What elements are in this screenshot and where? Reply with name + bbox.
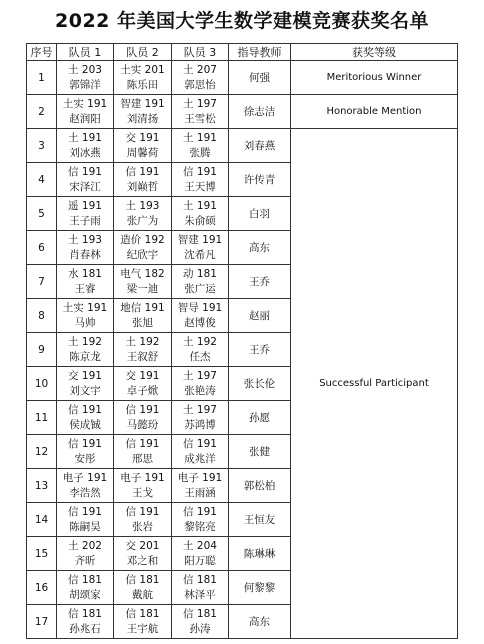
member-name: 王叙舒	[126, 350, 159, 363]
member-cell-1	[57, 299, 114, 333]
member-class: 信 191	[183, 165, 217, 178]
table-body	[27, 61, 458, 639]
member-cell-2	[114, 469, 172, 503]
member-cell-1	[57, 435, 114, 469]
table-row	[27, 129, 458, 163]
member-name: 张旭	[132, 316, 153, 329]
member-class: 土实 191	[62, 97, 108, 110]
member-cell-1	[57, 95, 114, 129]
member-name: 郭锦洋	[69, 78, 101, 91]
member-class: 水 181	[68, 267, 102, 280]
member-cell-1	[57, 61, 114, 95]
member-name: 刘冰燕	[69, 146, 101, 159]
member-name: 纪欣宇	[126, 248, 159, 261]
member-cell-3	[172, 605, 229, 639]
member-class: 土 204	[183, 539, 217, 552]
member-cell-3	[172, 95, 229, 129]
member-class: 土实 191	[62, 301, 108, 314]
member-name: 孙兆石	[69, 622, 101, 635]
header-cell-member1: 队员 1	[57, 44, 114, 61]
member-name: 张广为	[126, 214, 159, 227]
member-class: 土 197	[183, 403, 217, 416]
member-class: 交 191	[125, 131, 160, 144]
member-cell-2	[114, 299, 172, 333]
member-name: 王睿	[74, 282, 96, 295]
member-class: 电子 191	[120, 471, 165, 484]
member-class: 土 202	[68, 539, 102, 552]
member-class: 信 191	[125, 437, 160, 450]
row-number: 4	[27, 163, 57, 197]
award-table	[26, 43, 458, 639]
member-cell-2	[114, 401, 172, 435]
member-cell-1	[57, 401, 114, 435]
row-number: 9	[27, 333, 57, 367]
member-class: 智导 191	[177, 301, 223, 314]
member-name: 刘清扬	[126, 112, 159, 125]
row-number: 7	[27, 265, 57, 299]
row-number: 14	[27, 503, 57, 537]
member-cell-1	[57, 503, 114, 537]
member-cell-3	[172, 333, 229, 367]
advisor-cell: 何强	[229, 61, 291, 95]
member-class: 信 191	[183, 437, 217, 450]
member-class: 信 181	[125, 607, 160, 620]
row-number: 3	[27, 129, 57, 163]
member-cell-3	[172, 503, 229, 537]
header-cell-no: 序号	[27, 44, 57, 61]
member-name: 胡颂家	[69, 588, 101, 601]
member-name: 郭思怡	[184, 78, 216, 91]
member-name: 陈乐田	[126, 78, 159, 91]
member-cell-2	[114, 163, 172, 197]
member-class: 土 191	[68, 131, 102, 144]
member-class: 交 191	[68, 369, 102, 382]
member-class: 土 193	[125, 199, 160, 212]
member-name: 马懿玢	[126, 418, 159, 431]
member-cell-3	[172, 571, 229, 605]
member-class: 电子 191	[62, 471, 108, 484]
member-cell-1	[57, 537, 114, 571]
member-name: 安彤	[74, 452, 96, 465]
member-name: 刘文宇	[69, 384, 101, 397]
member-class: 信 191	[183, 505, 217, 518]
member-class: 信 191	[125, 505, 160, 518]
member-cell-1	[57, 265, 114, 299]
row-number: 16	[27, 571, 57, 605]
member-name: 宋泽江	[69, 180, 101, 193]
member-name: 张岩	[132, 520, 153, 533]
member-cell-2	[114, 503, 172, 537]
page-title: 2022 年美国大学生数学建模竞赛获奖名单	[55, 10, 429, 32]
member-name: 侯成铖	[69, 418, 101, 431]
member-name: 王雨涵	[184, 486, 216, 499]
member-name: 马帅	[74, 316, 96, 329]
member-cell-3	[172, 61, 229, 95]
member-cell-3	[172, 231, 229, 265]
member-class: 信 191	[68, 403, 102, 416]
member-name: 陈嗣昊	[69, 520, 101, 533]
row-number: 8	[27, 299, 57, 333]
member-cell-3	[172, 469, 229, 503]
member-name: 朱俞硕	[184, 214, 216, 227]
member-name: 肖春林	[69, 248, 101, 261]
row-number: 1	[27, 61, 57, 95]
advisor-cell: 赵丽	[229, 299, 291, 333]
header-cell-member2: 队员 2	[114, 44, 172, 61]
member-class: 土 203	[68, 63, 102, 76]
member-name: 张广运	[184, 282, 216, 295]
member-class: 土 193	[68, 233, 102, 246]
advisor-cell: 高东	[229, 605, 291, 639]
table-row	[27, 95, 458, 129]
member-name: 苏鸿博	[184, 418, 216, 431]
member-name: 张腾	[189, 146, 211, 159]
member-class: 智建 191	[120, 97, 165, 110]
member-class: 交 201	[125, 539, 160, 552]
member-name: 王宇航	[126, 622, 159, 635]
member-name: 赵博俊	[184, 316, 216, 329]
advisor-cell: 王乔	[229, 333, 291, 367]
member-name: 任杰	[189, 350, 211, 363]
row-number: 10	[27, 367, 57, 401]
member-cell-2	[114, 435, 172, 469]
member-cell-3	[172, 435, 229, 469]
advisor-cell: 徐志洁	[229, 95, 291, 129]
member-name: 王天博	[184, 180, 216, 193]
row-number: 5	[27, 197, 57, 231]
row-number: 17	[27, 605, 57, 639]
member-cell-3	[172, 129, 229, 163]
member-cell-2	[114, 367, 172, 401]
member-cell-3	[172, 197, 229, 231]
header-cell-award: 获奖等级	[291, 44, 458, 61]
member-name: 邓之和	[126, 554, 159, 567]
member-name: 周馨荷	[126, 146, 159, 159]
member-cell-2	[114, 571, 172, 605]
member-class: 土 192	[125, 335, 160, 348]
member-cell-2	[114, 265, 172, 299]
member-class: 智建 191	[177, 233, 223, 246]
advisor-cell: 张长伦	[229, 367, 291, 401]
advisor-cell: 刘春燕	[229, 129, 291, 163]
advisor-cell: 孙愿	[229, 401, 291, 435]
member-cell-2	[114, 61, 172, 95]
member-name: 林泽平	[184, 588, 216, 601]
advisor-cell: 何黎黎	[229, 571, 291, 605]
table-header-row	[27, 44, 458, 61]
member-cell-1	[57, 367, 114, 401]
member-class: 土 191	[183, 131, 217, 144]
member-class: 电子 191	[177, 471, 223, 484]
row-number: 6	[27, 231, 57, 265]
member-cell-3	[172, 537, 229, 571]
row-number: 12	[27, 435, 57, 469]
member-class: 信 181	[68, 573, 102, 586]
advisor-cell: 王乔	[229, 265, 291, 299]
member-class: 电气 182	[120, 267, 165, 280]
member-name: 阳万聪	[184, 554, 216, 567]
member-name: 王戈	[132, 486, 153, 499]
advisor-cell: 郭松柏	[229, 469, 291, 503]
member-class: 遥 191	[68, 199, 102, 212]
member-cell-1	[57, 605, 114, 639]
advisor-cell: 张健	[229, 435, 291, 469]
row-number: 11	[27, 401, 57, 435]
row-number: 2	[27, 95, 57, 129]
member-cell-2	[114, 197, 172, 231]
member-name: 王子雨	[69, 214, 101, 227]
member-cell-1	[57, 163, 114, 197]
member-class: 信 181	[183, 573, 217, 586]
member-cell-3	[172, 367, 229, 401]
member-name: 沈希凡	[184, 248, 216, 261]
member-name: 陈京龙	[69, 350, 101, 363]
member-class: 信 181	[183, 607, 217, 620]
member-name: 成兆洋	[184, 452, 216, 465]
member-cell-3	[172, 163, 229, 197]
member-name: 李浩然	[69, 486, 101, 499]
member-cell-1	[57, 469, 114, 503]
member-name: 赵润阳	[69, 112, 101, 125]
member-class: 土 207	[183, 63, 217, 76]
member-class: 信 181	[68, 607, 102, 620]
member-cell-1	[57, 197, 114, 231]
member-name: 齐昕	[74, 554, 96, 567]
member-class: 土 192	[68, 335, 102, 348]
member-name: 梁一迪	[126, 282, 159, 295]
member-class: 地信 191	[120, 301, 165, 314]
member-class: 动 181	[183, 267, 217, 280]
member-name: 刘巅哲	[126, 180, 159, 193]
row-number: 13	[27, 469, 57, 503]
advisor-cell: 白羽	[229, 197, 291, 231]
member-class: 信 191	[125, 165, 160, 178]
member-cell-2	[114, 537, 172, 571]
member-class: 土 191	[183, 199, 217, 212]
award-cell: Successful Participant	[291, 129, 458, 639]
member-cell-2	[114, 333, 172, 367]
member-name: 邢思	[132, 452, 153, 465]
row-number: 15	[27, 537, 57, 571]
member-class: 土 197	[183, 97, 217, 110]
member-name: 张艳涛	[184, 384, 216, 397]
member-cell-1	[57, 571, 114, 605]
member-cell-2	[114, 605, 172, 639]
member-cell-3	[172, 299, 229, 333]
advisor-cell: 高东	[229, 231, 291, 265]
member-class: 信 191	[68, 437, 102, 450]
award-cell: Honorable Mention	[291, 95, 458, 129]
award-cell: Meritorious Winner	[291, 61, 458, 95]
member-class: 信 191	[68, 505, 102, 518]
member-cell-1	[57, 129, 114, 163]
header-cell-advisor: 指导教师	[229, 44, 291, 61]
member-cell-2	[114, 231, 172, 265]
member-name: 戴航	[132, 588, 153, 601]
member-cell-1	[57, 333, 114, 367]
member-cell-2	[114, 95, 172, 129]
member-class: 造价 192	[120, 233, 165, 246]
member-cell-1	[57, 231, 114, 265]
member-class: 交 191	[125, 369, 160, 382]
member-cell-3	[172, 265, 229, 299]
member-name: 卓子焮	[126, 384, 159, 397]
member-class: 信 191	[125, 403, 160, 416]
member-class: 信 191	[68, 165, 102, 178]
advisor-cell: 陈琳琳	[229, 537, 291, 571]
member-class: 土实 201	[120, 63, 165, 76]
header-cell-member3: 队员 3	[172, 44, 229, 61]
advisor-cell: 王恒友	[229, 503, 291, 537]
table-row	[27, 61, 458, 95]
member-class: 土 192	[183, 335, 217, 348]
member-class: 信 181	[125, 573, 160, 586]
member-cell-2	[114, 129, 172, 163]
member-name: 孙涛	[189, 622, 211, 635]
member-cell-3	[172, 401, 229, 435]
member-class: 土 197	[183, 369, 217, 382]
member-name: 黎铭亮	[184, 520, 216, 533]
member-name: 王雪松	[184, 112, 216, 125]
advisor-cell: 许传青	[229, 163, 291, 197]
